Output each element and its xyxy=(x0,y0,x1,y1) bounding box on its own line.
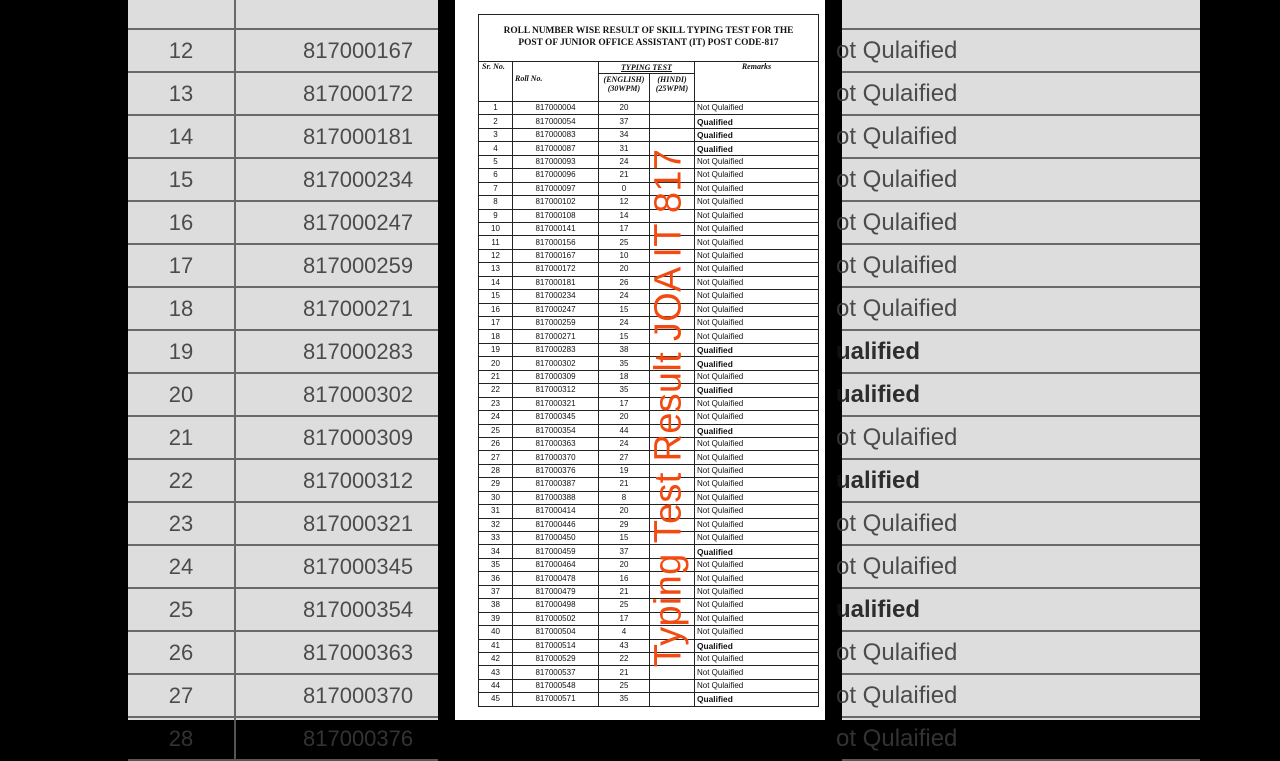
cell-sr-no: 14 xyxy=(479,276,513,289)
cell-remarks: Not Qulaified xyxy=(695,209,819,222)
background-remarks: ualified xyxy=(836,380,921,408)
header-typing-test: TYPING TEST xyxy=(599,62,695,74)
cell-roll-no: 817000548 xyxy=(513,679,599,692)
cell-english-wpm: 17 xyxy=(599,397,650,410)
cell-sr-no: 26 xyxy=(479,437,513,450)
cell-remarks: Not Qulaified xyxy=(695,370,819,383)
background-row xyxy=(128,460,438,503)
cell-roll-no: 817000363 xyxy=(513,437,599,450)
background-remarks: ot Qulaified xyxy=(836,423,958,451)
cell-sr-no: 2 xyxy=(479,115,513,128)
background-roll-no: 817000370 xyxy=(303,682,414,708)
background-remarks: ualified xyxy=(836,466,921,494)
background-sr-no: 23 xyxy=(128,503,236,544)
cell-sr-no: 12 xyxy=(479,249,513,262)
cell-roll-no: 817000376 xyxy=(513,464,599,477)
document-header xyxy=(478,14,819,61)
background-row xyxy=(836,675,1200,718)
cell-sr-no: 4 xyxy=(479,142,513,155)
cell-hindi-wpm xyxy=(650,115,695,128)
cell-remarks: Not Qulaified xyxy=(695,397,819,410)
background-sr-no: 27 xyxy=(128,675,236,716)
background-roll-no: 817000363 xyxy=(303,639,414,665)
cell-sr-no: 1 xyxy=(479,102,513,115)
background-remarks: ot Qulaified xyxy=(836,208,958,236)
cell-english-wpm: 43 xyxy=(599,639,650,652)
document-title-line2: POST OF JUNIOR OFFICE ASSISTANT (IT) POST CODE-817 xyxy=(518,38,779,48)
background-remarks: ot Qulaified xyxy=(836,165,958,193)
cell-remarks: Qualified xyxy=(695,142,819,155)
cell-remarks: Not Qulaified xyxy=(695,666,819,679)
cell-remarks: Not Qulaified xyxy=(695,290,819,303)
cell-sr-no: 36 xyxy=(479,572,513,585)
cell-hindi-wpm xyxy=(650,679,695,692)
header-hindi xyxy=(650,74,695,102)
background-roll-no: 817000271 xyxy=(303,295,414,321)
cell-remarks: Not Qulaified xyxy=(695,222,819,235)
background-roll-no: 817000312 xyxy=(303,467,414,493)
cell-english-wpm: 21 xyxy=(599,585,650,598)
cell-remarks: Qualified xyxy=(695,693,819,706)
cell-sr-no: 39 xyxy=(479,612,513,625)
cell-remarks: Not Qulaified xyxy=(695,169,819,182)
background-sr-no: 18 xyxy=(128,288,236,329)
background-row xyxy=(128,718,438,761)
cell-sr-no: 22 xyxy=(479,384,513,397)
background-row xyxy=(128,675,438,718)
cell-sr-no: 15 xyxy=(479,290,513,303)
background-row xyxy=(836,417,1200,460)
background-remarks: ot Qulaified xyxy=(836,122,958,150)
background-row xyxy=(128,245,438,288)
cell-remarks: Qualified xyxy=(695,343,819,356)
background-remarks: ot Qulaified xyxy=(836,638,958,666)
cell-english-wpm: 4 xyxy=(599,626,650,639)
background-row xyxy=(128,30,438,73)
background-row xyxy=(128,0,438,30)
background-remarks: ot Qulaified xyxy=(836,36,958,64)
cell-english-wpm: 22 xyxy=(599,652,650,665)
background-roll-no: 817000181 xyxy=(303,123,414,149)
background-row xyxy=(836,202,1200,245)
background-remarks: ot Qulaified xyxy=(836,294,958,322)
background-row xyxy=(836,718,1200,761)
background-row xyxy=(128,73,438,116)
cell-english-wpm: 24 xyxy=(599,290,650,303)
background-row xyxy=(128,374,438,417)
background-row xyxy=(836,73,1200,116)
cell-remarks: Not Qulaified xyxy=(695,276,819,289)
cell-sr-no: 24 xyxy=(479,411,513,424)
cell-remarks: Not Qulaified xyxy=(695,558,819,571)
cell-remarks: Qualified xyxy=(695,545,819,558)
cell-remarks: Not Qulaified xyxy=(695,464,819,477)
cell-english-wpm: 26 xyxy=(599,276,650,289)
background-row xyxy=(128,546,438,589)
cell-remarks: Qualified xyxy=(695,384,819,397)
cell-sr-no: 9 xyxy=(479,209,513,222)
cell-sr-no: 35 xyxy=(479,558,513,571)
background-row xyxy=(842,0,1200,30)
cell-roll-no: 817000004 xyxy=(513,102,599,115)
cell-sr-no: 10 xyxy=(479,222,513,235)
cell-english-wpm: 21 xyxy=(599,169,650,182)
background-roll-no: 817000345 xyxy=(303,553,414,579)
cell-roll-no: 817000234 xyxy=(513,290,599,303)
cell-remarks: Not Qulaified xyxy=(695,491,819,504)
background-row xyxy=(128,331,438,374)
cell-english-wpm: 44 xyxy=(599,424,650,437)
background-sr-no: 13 xyxy=(128,73,236,114)
cell-sr-no: 5 xyxy=(479,155,513,168)
cell-remarks: Not Qulaified xyxy=(695,599,819,612)
cell-remarks: Not Qulaified xyxy=(695,451,819,464)
cell-roll-no: 817000529 xyxy=(513,652,599,665)
background-sr-no: 19 xyxy=(128,331,236,372)
cell-roll-no: 817000498 xyxy=(513,599,599,612)
cell-sr-no: 45 xyxy=(479,693,513,706)
cell-roll-no: 817000108 xyxy=(513,209,599,222)
cell-english-wpm: 17 xyxy=(599,222,650,235)
header-english-label: (ENGLISH) xyxy=(603,75,645,84)
cell-remarks: Not Qulaified xyxy=(695,155,819,168)
background-sr-no: 20 xyxy=(128,374,236,415)
cell-roll-no: 817000514 xyxy=(513,639,599,652)
background-row xyxy=(128,632,438,675)
cell-remarks: Not Qulaified xyxy=(695,249,819,262)
background-sr-no: 25 xyxy=(128,589,236,630)
background-sr-no: 14 xyxy=(128,116,236,157)
header-roll-top xyxy=(513,62,599,74)
cell-sr-no: 20 xyxy=(479,357,513,370)
cell-english-wpm: 24 xyxy=(599,155,650,168)
cell-sr-no: 6 xyxy=(479,169,513,182)
background-row xyxy=(128,417,438,460)
cell-roll-no: 817000571 xyxy=(513,693,599,706)
background-roll-no: 817000309 xyxy=(303,424,414,450)
cell-roll-no: 817000259 xyxy=(513,317,599,330)
cell-remarks: Not Qulaified xyxy=(695,652,819,665)
background-row xyxy=(836,589,1200,632)
background-row xyxy=(836,159,1200,202)
background-remarks: ualified xyxy=(836,595,921,623)
background-left-blur xyxy=(128,0,438,751)
cell-roll-no: 817000283 xyxy=(513,343,599,356)
background-remarks: ot Qulaified xyxy=(836,724,958,752)
cell-english-wpm: 18 xyxy=(599,370,650,383)
background-row xyxy=(128,503,438,546)
cell-sr-no: 32 xyxy=(479,518,513,531)
cell-remarks: Not Qulaified xyxy=(695,330,819,343)
cell-hindi-wpm xyxy=(650,102,695,115)
background-sr-no: 24 xyxy=(128,546,236,587)
cell-remarks: Not Qulaified xyxy=(695,505,819,518)
cell-sr-no: 3 xyxy=(479,128,513,141)
background-row xyxy=(128,159,438,202)
background-roll-no: 817000302 xyxy=(303,381,414,407)
cell-sr-no: 31 xyxy=(479,505,513,518)
cell-sr-no: 42 xyxy=(479,652,513,665)
cell-roll-no: 817000141 xyxy=(513,222,599,235)
cell-sr-no: 23 xyxy=(479,397,513,410)
cell-english-wpm: 19 xyxy=(599,464,650,477)
cell-sr-no: 21 xyxy=(479,370,513,383)
cell-sr-no: 43 xyxy=(479,666,513,679)
cell-sr-no: 30 xyxy=(479,491,513,504)
cell-english-wpm: 8 xyxy=(599,491,650,504)
cell-english-wpm: 34 xyxy=(599,128,650,141)
cell-roll-no: 817000388 xyxy=(513,491,599,504)
background-row xyxy=(836,116,1200,159)
cell-english-wpm: 17 xyxy=(599,612,650,625)
cell-roll-no: 817000478 xyxy=(513,572,599,585)
background-row xyxy=(836,503,1200,546)
cell-roll-no: 817000321 xyxy=(513,397,599,410)
background-sr-no: 21 xyxy=(128,417,236,458)
cell-roll-no: 817000312 xyxy=(513,384,599,397)
cell-roll-no: 817000102 xyxy=(513,196,599,209)
cell-english-wpm: 15 xyxy=(599,303,650,316)
header-hindi-wpm: (25WPM) xyxy=(655,84,689,93)
cell-english-wpm: 24 xyxy=(599,317,650,330)
cell-remarks: Not Qulaified xyxy=(695,411,819,424)
background-roll-no: 817000321 xyxy=(303,510,414,536)
cell-remarks: Not Qulaified xyxy=(695,182,819,195)
cell-hindi-wpm xyxy=(650,128,695,141)
cell-remarks: Qualified xyxy=(695,357,819,370)
background-right-blur xyxy=(836,0,1200,752)
background-row xyxy=(128,288,438,331)
header-sr-no: Sr. No. xyxy=(479,62,513,102)
header-remarks: Remarks xyxy=(695,62,819,102)
cell-sr-no: 19 xyxy=(479,343,513,356)
cell-english-wpm: 0 xyxy=(599,182,650,195)
cell-remarks: Not Qulaified xyxy=(695,236,819,249)
background-row xyxy=(128,116,438,159)
cell-english-wpm: 37 xyxy=(599,545,650,558)
cell-remarks: Qualified xyxy=(695,115,819,128)
cell-hindi-wpm xyxy=(650,693,695,706)
background-remarks: ot Qulaified xyxy=(836,509,958,537)
cell-english-wpm: 12 xyxy=(599,196,650,209)
cell-english-wpm: 15 xyxy=(599,330,650,343)
cell-hindi-wpm xyxy=(650,666,695,679)
cell-sr-no: 41 xyxy=(479,639,513,652)
cell-remarks: Not Qulaified xyxy=(695,612,819,625)
cell-english-wpm: 31 xyxy=(599,142,650,155)
background-remarks: ualified xyxy=(836,337,921,365)
cell-remarks: Not Qulaified xyxy=(695,532,819,545)
cell-remarks: Qualified xyxy=(695,128,819,141)
background-row xyxy=(128,589,438,632)
cell-remarks: Not Qulaified xyxy=(695,303,819,316)
background-row xyxy=(836,374,1200,417)
cell-remarks: Not Qulaified xyxy=(695,626,819,639)
cell-roll-no: 817000354 xyxy=(513,424,599,437)
cell-roll-no: 817000446 xyxy=(513,518,599,531)
background-sr-no xyxy=(128,0,236,28)
cell-english-wpm: 20 xyxy=(599,558,650,571)
background-roll-no: 817000376 xyxy=(303,725,414,751)
cell-sr-no: 17 xyxy=(479,317,513,330)
cell-english-wpm: 21 xyxy=(599,666,650,679)
cell-roll-no: 817000167 xyxy=(513,249,599,262)
cell-english-wpm: 16 xyxy=(599,572,650,585)
overlay-title: Typing Test Result JOA IT 817 xyxy=(647,148,690,668)
cell-roll-no: 817000181 xyxy=(513,276,599,289)
cell-sr-no: 34 xyxy=(479,545,513,558)
cell-english-wpm: 20 xyxy=(599,263,650,276)
cell-remarks: Qualified xyxy=(695,639,819,652)
cell-sr-no: 40 xyxy=(479,626,513,639)
background-remarks: ot Qulaified xyxy=(836,251,958,279)
cell-roll-no: 817000459 xyxy=(513,545,599,558)
table-row xyxy=(479,128,819,141)
header-roll-no: Roll No. xyxy=(513,74,599,102)
cell-english-wpm: 24 xyxy=(599,437,650,450)
cell-roll-no: 817000309 xyxy=(513,370,599,383)
cell-roll-no: 817000156 xyxy=(513,236,599,249)
cell-roll-no: 817000097 xyxy=(513,182,599,195)
table-row xyxy=(479,679,819,692)
cell-remarks: Not Qulaified xyxy=(695,518,819,531)
background-sr-no: 12 xyxy=(128,30,236,71)
background-roll-no: 817000259 xyxy=(303,252,414,278)
cell-roll-no: 817000302 xyxy=(513,357,599,370)
background-sr-no: 26 xyxy=(128,632,236,673)
cell-roll-no: 817000450 xyxy=(513,532,599,545)
cell-roll-no: 817000414 xyxy=(513,505,599,518)
cell-remarks: Not Qulaified xyxy=(695,572,819,585)
cell-sr-no: 44 xyxy=(479,679,513,692)
cell-sr-no: 18 xyxy=(479,330,513,343)
cell-sr-no: 37 xyxy=(479,585,513,598)
cell-remarks: Not Qulaified xyxy=(695,317,819,330)
cell-english-wpm: 10 xyxy=(599,249,650,262)
background-row xyxy=(836,288,1200,331)
cell-remarks: Not Qulaified xyxy=(695,263,819,276)
cell-roll-no: 817000502 xyxy=(513,612,599,625)
table-row xyxy=(479,666,819,679)
cell-sr-no: 29 xyxy=(479,478,513,491)
cell-english-wpm: 20 xyxy=(599,505,650,518)
background-roll-no: 817000247 xyxy=(303,209,414,235)
cell-sr-no: 33 xyxy=(479,532,513,545)
background-row xyxy=(128,202,438,245)
cell-roll-no: 817000504 xyxy=(513,626,599,639)
header-hindi-label: (HINDI) xyxy=(657,75,687,84)
cell-roll-no: 817000247 xyxy=(513,303,599,316)
background-row xyxy=(836,245,1200,288)
cell-remarks: Not Qulaified xyxy=(695,102,819,115)
cell-roll-no: 817000479 xyxy=(513,585,599,598)
background-row xyxy=(836,460,1200,503)
cell-roll-no: 817000345 xyxy=(513,411,599,424)
background-roll-no: 817000354 xyxy=(303,596,414,622)
cell-english-wpm: 25 xyxy=(599,679,650,692)
cell-sr-no: 13 xyxy=(479,263,513,276)
header-english-wpm: (30WPM) xyxy=(607,84,641,93)
cell-remarks: Not Qulaified xyxy=(695,196,819,209)
cell-roll-no: 817000387 xyxy=(513,478,599,491)
background-sr-no: 15 xyxy=(128,159,236,200)
cell-sr-no: 16 xyxy=(479,303,513,316)
background-row xyxy=(836,30,1200,73)
table-row xyxy=(479,115,819,128)
cell-roll-no: 817000083 xyxy=(513,128,599,141)
cell-english-wpm: 35 xyxy=(599,384,650,397)
cell-sr-no: 27 xyxy=(479,451,513,464)
background-roll-no: 817000283 xyxy=(303,338,414,364)
cell-remarks: Not Qulaified xyxy=(695,437,819,450)
cell-roll-no: 817000172 xyxy=(513,263,599,276)
cell-english-wpm: 20 xyxy=(599,102,650,115)
cell-roll-no: 817000096 xyxy=(513,169,599,182)
cell-english-wpm: 15 xyxy=(599,532,650,545)
cell-english-wpm: 25 xyxy=(599,599,650,612)
cell-english-wpm: 38 xyxy=(599,343,650,356)
table-row xyxy=(479,102,819,115)
background-remarks: ot Qulaified xyxy=(836,552,958,580)
background-remarks: ot Qulaified xyxy=(836,681,958,709)
cell-remarks: Not Qulaified xyxy=(695,679,819,692)
cell-remarks: Not Qulaified xyxy=(695,585,819,598)
cell-english-wpm: 25 xyxy=(599,236,650,249)
background-sr-no: 28 xyxy=(128,718,236,759)
cell-sr-no: 7 xyxy=(479,182,513,195)
background-sr-no: 17 xyxy=(128,245,236,286)
background-roll-no: 817000172 xyxy=(303,80,414,106)
header-english xyxy=(599,74,650,102)
cell-roll-no: 817000093 xyxy=(513,155,599,168)
cell-sr-no: 11 xyxy=(479,236,513,249)
background-sr-no: 22 xyxy=(128,460,236,501)
cell-roll-no: 817000087 xyxy=(513,142,599,155)
cell-sr-no: 25 xyxy=(479,424,513,437)
cell-english-wpm: 35 xyxy=(599,693,650,706)
cell-sr-no: 8 xyxy=(479,196,513,209)
background-row xyxy=(836,632,1200,675)
cell-english-wpm: 21 xyxy=(599,478,650,491)
background-roll-no: 817000234 xyxy=(303,166,414,192)
table-row xyxy=(479,693,819,706)
cell-english-wpm: 14 xyxy=(599,209,650,222)
cell-roll-no: 817000464 xyxy=(513,558,599,571)
cell-roll-no: 817000054 xyxy=(513,115,599,128)
cell-remarks: Not Qulaified xyxy=(695,478,819,491)
cell-roll-no: 817000537 xyxy=(513,666,599,679)
cell-english-wpm: 37 xyxy=(599,115,650,128)
result-document xyxy=(455,0,825,720)
cell-roll-no: 817000370 xyxy=(513,451,599,464)
background-roll-no: 817000167 xyxy=(303,37,414,63)
document-title-line1: ROLL NUMBER WISE RESULT OF SKILL TYPING TEST FOR THE xyxy=(503,26,794,36)
background-remarks: ot Qulaified xyxy=(836,79,958,107)
cell-sr-no: 28 xyxy=(479,464,513,477)
cell-english-wpm: 29 xyxy=(599,518,650,531)
cell-sr-no: 38 xyxy=(479,599,513,612)
cell-english-wpm: 35 xyxy=(599,357,650,370)
background-row xyxy=(836,546,1200,589)
background-row xyxy=(836,331,1200,374)
background-sr-no: 16 xyxy=(128,202,236,243)
cell-english-wpm: 20 xyxy=(599,411,650,424)
cell-remarks: Qualified xyxy=(695,424,819,437)
cell-roll-no: 817000271 xyxy=(513,330,599,343)
cell-english-wpm: 27 xyxy=(599,451,650,464)
